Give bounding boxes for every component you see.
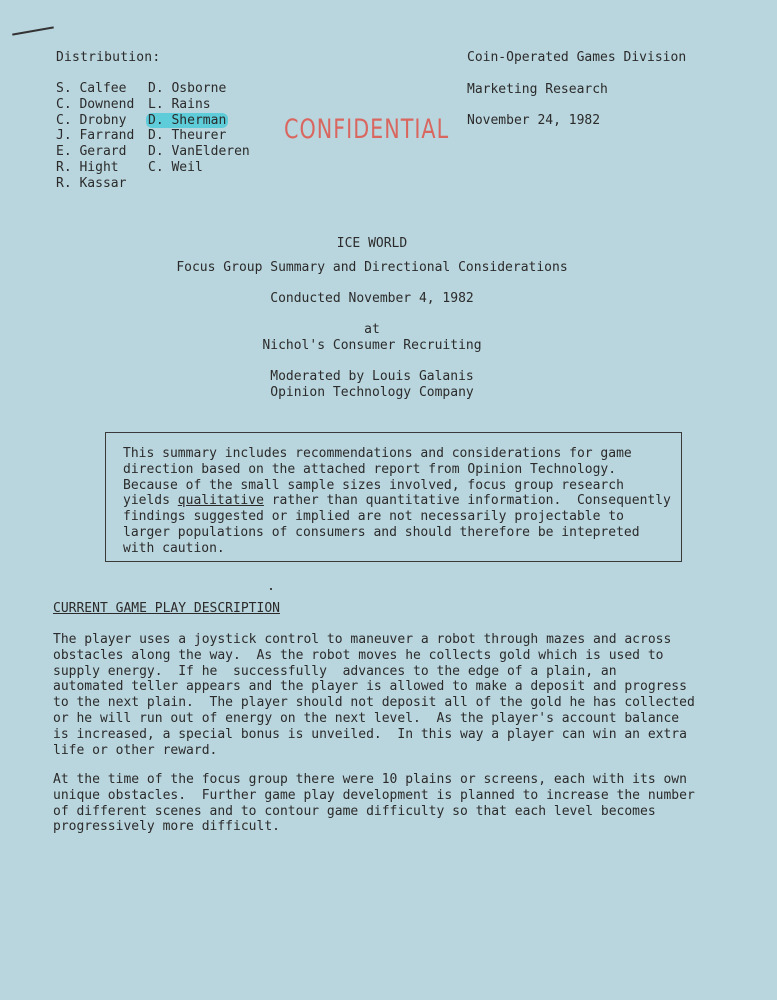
distribution-name: C. Downend: [56, 96, 135, 112]
summary-text: [123, 446, 679, 557]
distribution-name: D. Osborne: [148, 81, 227, 96]
moderator-company: Opinion Technology Company: [270, 385, 474, 400]
distribution-name: S. Calfee: [56, 81, 127, 96]
paragraph-line: to the next plain. The player should not deposit all of the gold he has collected: [53, 695, 695, 711]
distribution-name: L. Rains: [148, 96, 211, 112]
distribution-name: R. Hight: [56, 159, 119, 175]
stray-mark: [270, 588, 272, 590]
summary-line: findings suggested or implied are not necessarily projectable to: [123, 509, 624, 525]
paragraph-line: supply energy. If he successfully advances to the edge of a plain, an: [53, 663, 617, 679]
document-title: ICE WORLD: [336, 236, 408, 251]
section-heading: CURRENT GAME PLAY DESCRIPTION: [53, 601, 280, 616]
distribution-name: C. Drobny: [56, 112, 127, 128]
summary-line: with caution.: [123, 540, 225, 556]
qualitative-underlined: qualitative: [177, 493, 264, 509]
paragraph-line: is increased, a special bonus is unveiled. In this way a player can win an extra: [53, 726, 687, 742]
distribution-name: E. Gerard: [56, 144, 127, 160]
distribution-name: C. Weil: [148, 159, 203, 175]
distribution-column-1: [56, 81, 134, 192]
document-subtitle: Focus Group Summary and Directional Considerations: [176, 260, 568, 275]
paragraph-line: automated teller appears and the player is allowed to make a deposit and progress: [53, 679, 687, 695]
summary-line: Because of the small sample sizes involved, focus group research: [123, 477, 624, 493]
paragraph-line: The player uses a joystick control to maneuver a robot through mazes and across: [53, 632, 672, 647]
paragraph-line: progressively more difficult.: [53, 819, 280, 835]
distribution-label: Distribution:: [56, 50, 161, 65]
distribution-name: D. VanElderen: [148, 144, 250, 160]
confidential-stamp: CONFIDENTIAL: [284, 115, 450, 145]
summary-line: larger populations of consumers and should therefore be intepreted: [123, 524, 640, 540]
location-name: Nichol's Consumer Recruiting: [262, 338, 482, 353]
summary-line: yields qualitative rather than quantitative information. Consequently: [123, 493, 671, 509]
paragraph-line: obstacles along the way. As the robot moves he collects gold which is used to: [53, 647, 664, 663]
paragraph-2: [53, 772, 695, 835]
distribution-name: J. Farrand: [56, 128, 135, 144]
distribution-name: D. Theurer: [148, 128, 227, 144]
paragraph-line: or he will run out of energy on the next level. As the player's account balance: [53, 710, 680, 726]
conducted-date: Conducted November 4, 1982: [270, 291, 474, 306]
distribution-name: R. Kassar: [56, 175, 127, 191]
pen-mark: [12, 26, 54, 35]
division-name: Coin-Operated Games Division: [467, 50, 687, 65]
summary-line: direction based on the attached report from Opinion Technology.: [123, 461, 617, 477]
department-name: Marketing Research: [467, 82, 608, 97]
highlighted-distribution-name: D. Sherman: [148, 112, 227, 128]
paragraph-1: [53, 632, 695, 758]
distribution-column-2: [148, 81, 250, 176]
moderator: Moderated by Louis Galanis: [270, 369, 474, 384]
summary-line: This summary includes recommendations and considerations for game: [123, 446, 632, 461]
memo-date: November 24, 1982: [467, 113, 601, 128]
paragraph-line: life or other reward.: [53, 742, 218, 758]
paragraph-line: of different scenes and to contour game difficulty so that each level becomes: [53, 803, 656, 819]
paragraph-line: unique obstacles. Further game play development is planned to increase the number: [53, 787, 695, 803]
paragraph-line: At the time of the focus group there were 10 plains or screens, each with its own: [53, 772, 687, 787]
at-label: at: [364, 322, 380, 337]
